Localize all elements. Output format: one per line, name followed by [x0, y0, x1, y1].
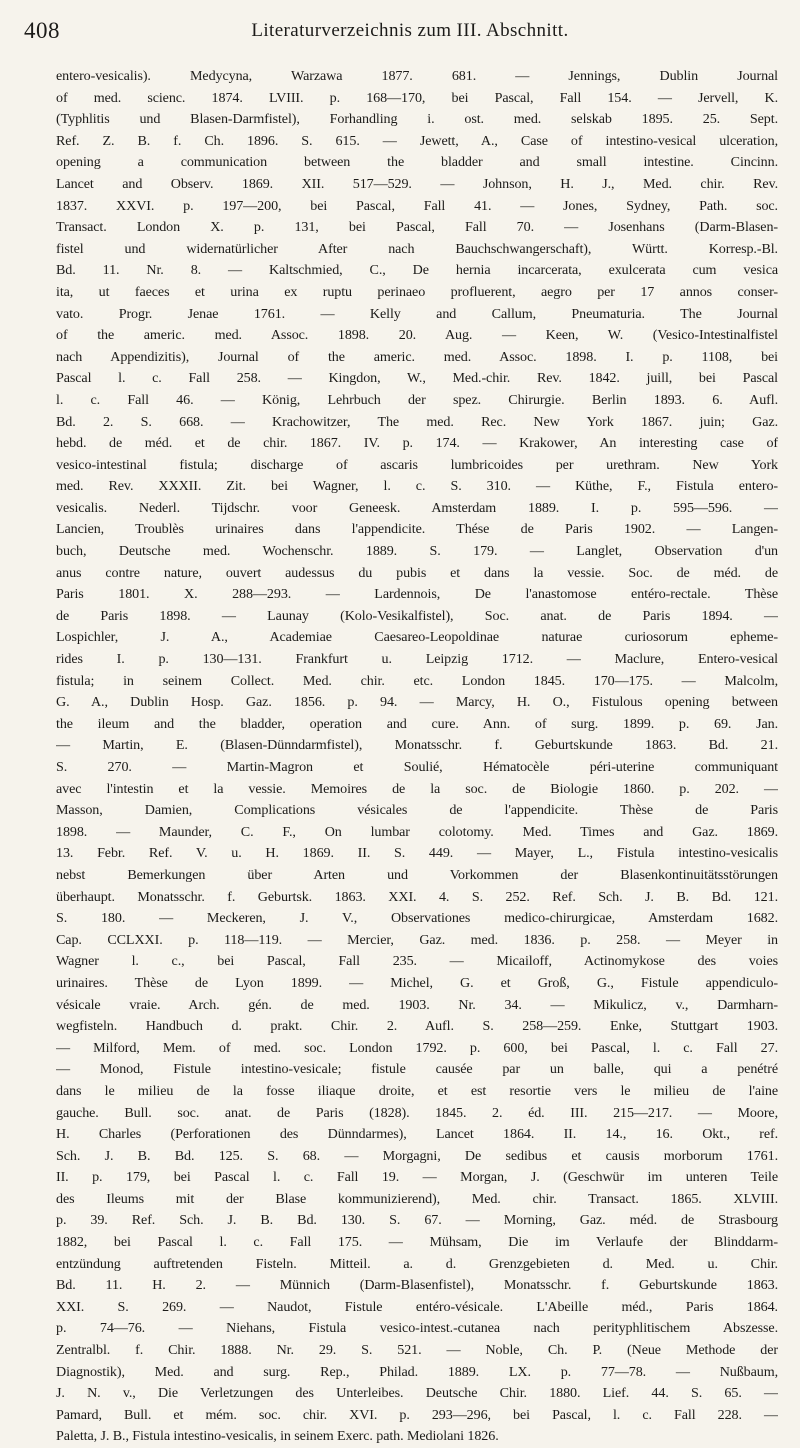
text-line: vésicale vraie. Arch. gén. de med. 1903. Nr. 34. — Mikulicz, v., Darmharn- — [56, 996, 778, 1013]
text-line: überhaupt. Monatsschr. f. Geburtsk. 1863. XXI. 4. S. 252. Ref. Sch. J. B. Bd. 121. — [56, 888, 778, 905]
text-line: G. A., Dublin Hosp. Gaz. 1856. p. 94. — Marcy, H. O., Fistulous opening between — [56, 694, 778, 711]
text-line: S. 270. — Martin-Magron et Soulié, Hématocèle péri-uterine communiquant — [56, 759, 778, 775]
text-line: 1882, bei Pascal l. c. Fall 175. — Mühsam, Die im Verlaufe der Blinddarm- — [56, 1234, 778, 1251]
text-line: Paris 1801. X. 288—293. — Lardennois, De l'anastomose entéro-rectale. Thèse — [56, 586, 778, 603]
text-line: vesico-intestinal fistula; discharge of ascaris lumbricoides per urethram. New York — [56, 456, 778, 473]
page-number: 408 — [24, 18, 60, 43]
text-line: S. 180. — Meckeren, J. V., Observationes medico-chirurgicae, Amsterdam 1682. — [56, 910, 778, 927]
text-line: med. Rev. XXXII. Zit. bei Wagner, l. c. S. 310. — Küthe, F., Fistula entero- — [56, 478, 778, 495]
text-line: entero-vesicalis). Medycyna, Warzawa 1877. 681. — Jennings, Dublin Journal — [56, 68, 778, 84]
text-line: II. p. 179, bei Pascal l. c. Fall 19. — Morgan, J. (Geschwür im unteren Teile — [56, 1169, 778, 1186]
text-line: nach Appendizitis), Journal of the americ. med. Assoc. 1898. I. p. 1108, bei — [56, 348, 778, 365]
text-line: ita, ut faeces et urina ex ruptu perinaeo profluerent, aegro per 17 annos conser- — [56, 283, 778, 300]
text-line: entzündung auftretenden Fisteln. Mitteil. a. d. Grenzgebieten d. Med. u. Chir. — [56, 1255, 778, 1272]
text-line: of the americ. med. Assoc. 1898. 20. Aug. — Keen, W. (Vesico-Intestinalfistel — [56, 327, 778, 344]
text-line: the ileum and the bladder, operation and cure. Ann. of surg. 1899. p. 69. Jan. — [56, 715, 778, 732]
text-line: de Paris 1898. — Launay (Kolo-Vesikalfistel), Soc. anat. de Paris 1894. — — [56, 607, 778, 624]
text-line: 13. Febr. Ref. V. u. H. 1869. II. S. 449. — Mayer, L., Fistula intestino-vesicalis — [56, 845, 778, 862]
text-line: p. 39. Ref. Sch. J. B. Bd. 130. S. 67. — Morning, Gaz. méd. de Strasbourg — [56, 1212, 778, 1229]
text-line: l. c. Fall 46. — König, Lehrbuch der spez. Chirurgie. Berlin 1893. 6. Aufl. — [56, 391, 778, 408]
text-line: Masson, Damien, Complications vésicales de l'appendicite. Thèse de Paris — [56, 802, 778, 819]
text-line: Paletta, J. B., Fistula intestino-vesicalis, in seinem Exerc. path. Mediolani 1826. — [56, 1428, 499, 1445]
text-line: Bd. 11. H. 2. — Münnich (Darm-Blasenfistel), Monatsschr. f. Geburtskunde 1863. — [56, 1277, 778, 1294]
text-line: Lospichler, J. A., Academiae Caesareo-Leopoldinae naturae curiosorum epheme- — [56, 629, 778, 646]
text-line: Ref. Z. B. f. Ch. 1896. S. 615. — Jewett, A., Case of intestino-vesical ulceration, — [56, 132, 778, 149]
text-line: Bd. 11. Nr. 8. — Kaltschmied, C., De hernia incarcerata, exulcerata cum vesica — [56, 262, 778, 279]
text-line: Pamard, Bull. et mém. soc. chir. XVI. p. 293—296, bei Pascal, l. c. Fall 228. — — [56, 1406, 778, 1423]
text-line: Sch. J. B. Bd. 125. S. 68. — Morgagni, De sedibus et causis morborum 1761. — [56, 1147, 778, 1164]
text-line: Bd. 2. S. 668. — Krachowitzer, The med. Rec. New York 1867. juin; Gaz. — [56, 413, 778, 430]
bibliography-text — [56, 66, 778, 1448]
text-line: fistula; in seinem Collect. Med. chir. etc. London 1845. 170—175. — Malcolm, — [56, 672, 778, 689]
text-line: buch, Deutsche med. Wochenschr. 1889. S. 179. — Langlet, Observation d'un — [56, 543, 778, 560]
text-line: vato. Progr. Jenae 1761. — Kelly and Callum, Pneumaturia. The Journal — [56, 305, 778, 322]
text-line: urinaires. Thèse de Lyon 1899. — Michel, G. et Groß, G., Fistule appendiculo- — [56, 974, 778, 991]
text-line: — Milford, Mem. of med. soc. London 1792. p. 600, bei Pascal, l. c. Fall 27. — [56, 1039, 778, 1056]
running-title: Literaturverzeichnis zum III. Abschnitt. — [251, 20, 569, 41]
text-line: — Monod, Fistule intestino-vesicale; fistule causée par un balle, qui a penétré — [56, 1061, 778, 1078]
text-line: fistel und widernatürlicher After nach Bauchschwangerschaft), Württ. Korresp.-Bl. — [56, 240, 778, 257]
text-line: Zentralbl. f. Chir. 1888. Nr. 29. S. 521. — Noble, Ch. P. (Neue Methode der — [56, 1342, 778, 1359]
text-line: H. Charles (Perforationen des Dünndarmes), Lancet 1864. II. 14., 16. Okt., ref. — [56, 1126, 778, 1143]
text-line: of med. scienc. 1874. LVIII. p. 168—170, bei Pascal, Fall 154. — Jervell, K. — [56, 89, 778, 106]
text-line: Cap. CCLXXI. p. 118—119. — Mercier, Gaz. med. 1836. p. 258. — Meyer in — [56, 931, 778, 948]
text-line: — Martin, E. (Blasen-Dünndarmfistel), Monatsschr. f. Geburtskunde 1863. Bd. 21. — [56, 737, 778, 754]
text-line: Lancien, Troublès urinaires dans l'appendicite. Thése de Paris 1902. — Langen- — [56, 521, 778, 538]
text-line: opening a communication between the bladder and small intestine. Cincinn. — [56, 154, 778, 171]
text-line: 1837. XXVI. p. 197—200, bei Pascal, Fall 41. — Jones, Sydney, Path. soc. — [56, 197, 778, 214]
text-line: anus contre nature, ouvert audessus du pubis et dans la vessie. Soc. de méd. de — [56, 564, 778, 581]
text-line: Transact. London X. p. 131, bei Pascal, Fall 70. — Josenhans (Darm-Blasen- — [56, 219, 778, 236]
text-line: XXI. S. 269. — Naudot, Fistule entéro-vésicale. L'Abeille méd., Paris 1864. — [56, 1298, 778, 1315]
text-line: hebd. de méd. et de chir. 1867. IV. p. 174. — Krakower, An interesting case of — [56, 435, 778, 452]
text-line: rides I. p. 130—131. Frankfurt u. Leipzig 1712. — Maclure, Entero-vesical — [56, 651, 778, 668]
text-line: avec l'intestin et la vessie. Memoires de la soc. de Biologie 1860. p. 202. — — [56, 780, 778, 797]
text-line: wegfisteln. Handbuch d. prakt. Chir. 2. Aufl. S. 258—259. Enke, Stuttgart 1903. — [56, 1018, 778, 1035]
text-line: Wagner l. c., bei Pascal, Fall 235. — Micailoff, Actinomykose des voies — [56, 953, 778, 970]
text-line: dans le milieu de la fosse iliaque droite, et est resortie vers le milieu de l'aine — [56, 1082, 778, 1099]
text-line: 1898. — Maunder, C. F., On lumbar colotomy. Med. Times and Gaz. 1869. — [56, 823, 778, 840]
text-line: Lancet and Observ. 1869. XII. 517—529. — Johnson, H. J., Med. chir. Rev. — [56, 175, 778, 192]
text-line: J. N. v., Die Verletzungen des Unterleibes. Deutsche Chir. 1880. Lief. 44. S. 65. — — [56, 1385, 778, 1402]
text-line: p. 74—76. — Niehans, Fistula vesico-intest.-cutanea nach perityphlitischem Abszesse. — [56, 1320, 778, 1337]
text-line: des Ileums mit der Blase kommunizierend), Med. chir. Transact. 1865. XLVIII. — [56, 1190, 778, 1207]
text-line: Pascal l. c. Fall 258. — Kingdon, W., Med.-chir. Rev. 1842. juill, bei Pascal — [56, 370, 778, 387]
text-line: Diagnostik), Med. and surg. Rep., Philad. 1889. LX. p. 77—78. — Nußbaum, — [56, 1363, 778, 1380]
text-line: vesicalis. Nederl. Tijdschr. voor Geneesk. Amsterdam 1889. I. p. 595—596. — — [56, 499, 778, 516]
text-line: (Typhlitis und Blasen-Darmfistel), Forhandling i. ost. med. selskab 1895. 25. Sept. — [56, 111, 778, 128]
text-line: gauche. Bull. soc. anat. de Paris (1828). 1845. 2. éd. III. 215—217. — Moore, — [56, 1104, 778, 1121]
text-line: nebst Bemerkungen über Arten und Vorkommen der Blasenkontinuitätsstörungen — [56, 866, 778, 883]
page-header — [24, 18, 756, 52]
